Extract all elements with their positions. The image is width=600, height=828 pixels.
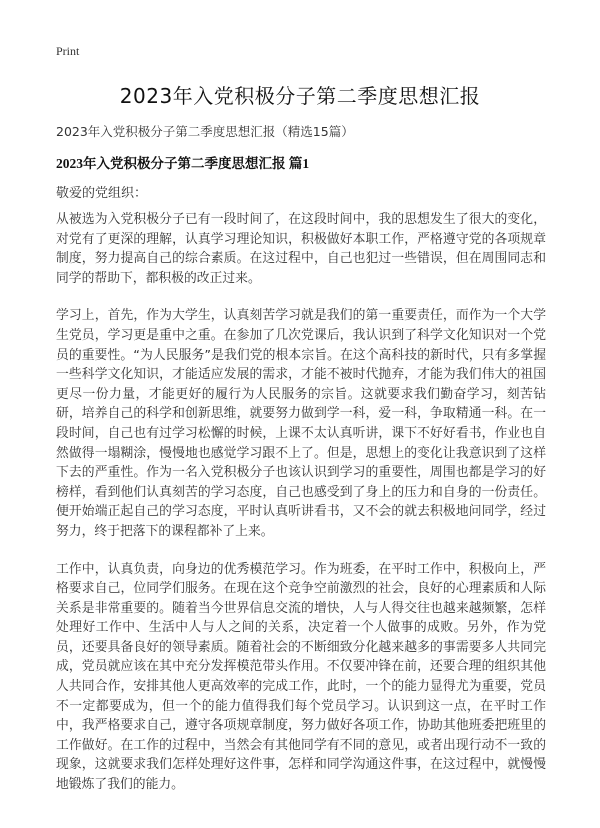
print-link[interactable]: Print: [56, 44, 80, 58]
body-paragraph: 工作中，认真负责，向身边的优秀模范学习。作为班委，在平时工作中，积极向上，严格要求自己，位同学们服务。在现在这个竞争空前激烈的社会，良好的心理素质和人际关系是非常重要的。随着当今世界信息交流的增快，人与人得交往也越来越频繁，怎样处理好工作中、生活中人与人之间的关系，决定着一个人做事的成败。另外，作为党员，还要具备良好的领导素质。随着社会的不断细致分化越来越多的事需要多人共同完成，党员就应该在其中充分发挥模范带头作用。不仅要冲锋在前，还要合理的组织其他人共同合作，安排其他人更高效率的完成工作，此时，一个的能力显得尤为重要，党员不一定都要成为，但一个的能力值得我们每个党员学习。认识到这一点，在平时工作中，我严格要求自己，遵守各项规章制度，努力做好各项工作，协助其他班委把班里的工作做好。在工作的过程中，当然会有其他同学有不同的意见，或者出现行动不一致的现象，这就要求我们怎样处理好这件事，怎样和同学沟通这件事，在这过程中，就慢慢地锻炼了我们的能力。: [56, 561, 546, 793]
greeting-salutation: 敬爱的党组织：: [56, 186, 148, 201]
document-subtitle: 2023年入党积极分子第二季度思想汇报（精选15篇）: [56, 124, 354, 139]
document-title: 2023年入党积极分子第二季度思想汇报: [119, 84, 481, 108]
section-heading: 2023年入党积极分子第二季度思想汇报 篇1: [56, 156, 310, 171]
body-paragraph: 从被选为入党积极分子已有一段时间了，在这段时间中，我的思想发生了很大的变化，对党有了更深的理解，认真学习理论知识，积极做好本职工作，严格遵守党的各项规章制度，努力提高自己的综合素质。在这过程中，自己也犯过一些错误，但在周围同志和同学的帮助下，都积极的改正过来。: [56, 212, 546, 286]
document-body: [56, 210, 546, 813]
body-paragraph: 学习上，首先，作为大学生，认真刻苦学习就是我们的第一重要责任，而作为一个大学生党员，学习更是重中之重。在参加了几次党课后，我认识到了科学文化知识对一个党员的重要性。“为人民服务”是我们党的根本宗旨。在这个高科技的新时代，只有多掌握一些科学文化知识，才能适应发展的需求，才能不被时代抛弃，才能为我们伟大的祖国更尽一份力量，才能更好的履行为人民服务的宗旨。这就要求我们勤奋学习，刻苦钻研，培养自己的科学和创新思维，就要努力做到学一科，爱一科，争取精通一科。在一段时间，自己也有过学习松懈的时候，上课不太认真听讲，课下不好好看书，作业也自然做得一塌糊涂，慢慢地也感觉学习跟不上了。但是，思想上的变化让我意识到了这样下去的严重性。作为一名入党积极分子也该认识到学习的重要性，周围也都是学习的好榜样，看到他们认真刻苦的学习态度，自己也感受到了身上的压力和自身的一份责任。便开始端正起自己的学习态度，平时认真听讲看书，又不会的就去积极地问同学，经过努力，终于把落下的课程都补了上来。: [56, 308, 546, 539]
